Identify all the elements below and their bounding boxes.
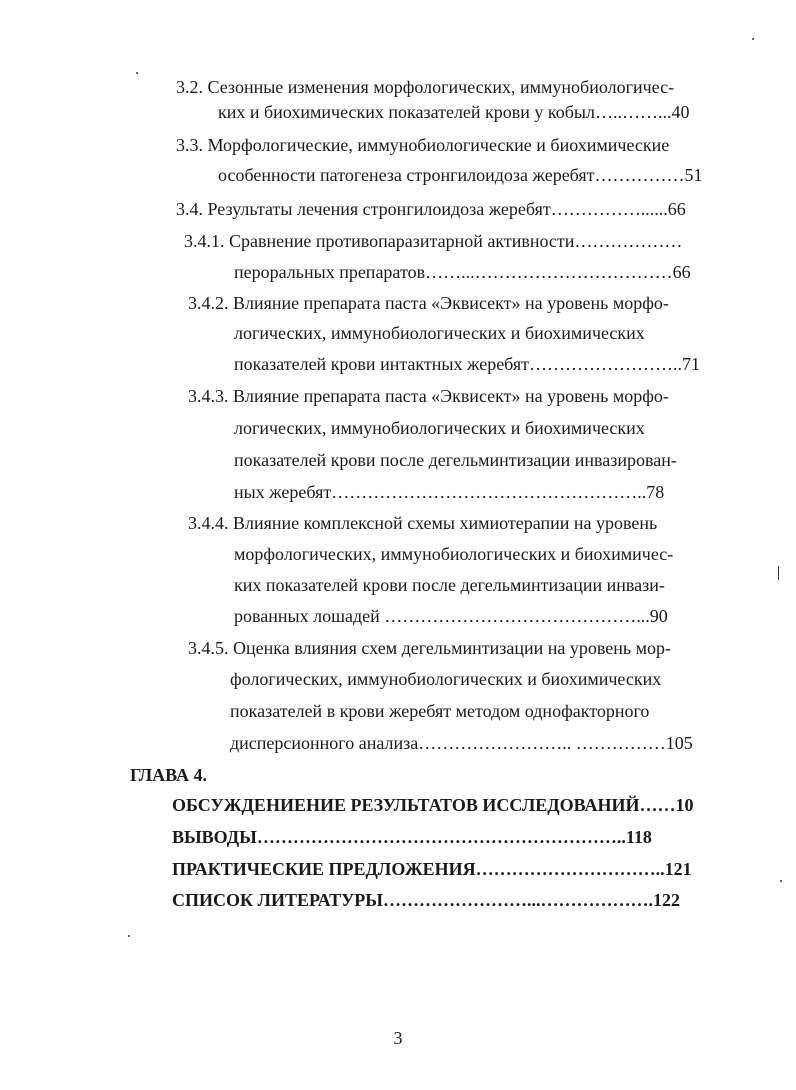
toc-entry-3-4-5-line-3: показателей в крови жеребят методом однофакторного	[230, 701, 650, 721]
toc-entry-3-4-3-line-3: показателей крови после дегельминтизации инвазирован-	[234, 450, 677, 470]
toc-entry-3-3-line-2: особенности патогенеза стронгилоидоза жеребят……………51	[218, 165, 703, 185]
toc-entry-3-4-3-line-1: 3.4.3. Влияние препарата паста «Эквисект» на уровень морфо-	[188, 386, 669, 406]
toc-entry-3-4-3-line-2: логических, иммунобиологических и биохимических	[234, 418, 645, 438]
section-discussion: ОБСУЖДЕНИЕНИЕ РЕЗУЛЬТАТОВ ИССЛЕДОВАНИЙ……10	[172, 795, 694, 815]
toc-entry-3-2-line-1: 3.2. Сезонные изменения морфологических, иммунобиологичес-	[176, 77, 675, 97]
section-references: СПИСОК ЛИТЕРАТУРЫ……………………...……………….122	[172, 890, 680, 910]
toc-entry-3-4-5-line-2: фологических, иммунобиологических и биохимических	[230, 669, 662, 689]
toc-entry-3-4-1-line-2: пероральных препаратов……...……………………………66	[234, 262, 691, 282]
section-practical-proposals: ПРАКТИЧЕСКИЕ ПРЕДЛОЖЕНИЯ…………………………..121	[172, 859, 692, 879]
toc-entry-3-4-2-line-3: показателей крови интактных жеребят……………………..71	[234, 354, 701, 374]
scan-speck	[136, 72, 138, 74]
toc-entry-3-4-4-line-4: рованных лошадей ……………………………………...90	[234, 606, 668, 626]
toc-entry-3-4-2-line-1: 3.4.2. Влияние препарата паста «Эквисект» на уровень морфо-	[188, 293, 669, 313]
toc-entry-3-4-4-line-2: морфологических, иммунобиологических и биохимичес-	[234, 544, 674, 564]
toc-entry-3-4-1-line-1: 3.4.1. Сравнение противопаразитарной активности………………	[184, 231, 683, 251]
toc-entry-3-4: 3.4. Результаты лечения стронгилоидоза жеребят……………......66	[176, 199, 686, 219]
toc-entry-3-4-5-line-1: 3.4.5. Оценка влияния схем дегельминтизации на уровень мор-	[188, 638, 671, 658]
chapter-label: ГЛАВА 4.	[130, 765, 208, 785]
toc-entry-3-4-5-line-4: дисперсионного анализа…………………….. ……………105	[230, 733, 693, 753]
toc-entry-3-4-4-line-1: 3.4.4. Влияние комплексной схемы химиотерапии на уровень	[188, 513, 658, 533]
scan-speck	[752, 38, 754, 40]
toc-entry-3-3-line-1: 3.3. Морфологические, иммунобиологические и биохимические	[176, 135, 670, 155]
scan-speck	[778, 566, 779, 580]
toc-entry-3-2-line-2: ких и биохимических показателей крови у кобыл…..……...40	[218, 102, 690, 122]
scan-speck	[128, 935, 130, 937]
page-number: 3	[393, 1028, 403, 1048]
toc-entry-3-4-3-line-4: ных жеребят……………………………………………..78	[234, 482, 665, 502]
scan-speck	[780, 880, 782, 882]
toc-entry-3-4-4-line-3: ких показателей крови после дегельминтизации инвази-	[234, 575, 665, 595]
toc-entry-3-4-2-line-2: логических, иммунобиологических и биохимических	[234, 323, 645, 343]
section-conclusions: ВЫВОДЫ……………………………………………………..118	[172, 827, 652, 847]
